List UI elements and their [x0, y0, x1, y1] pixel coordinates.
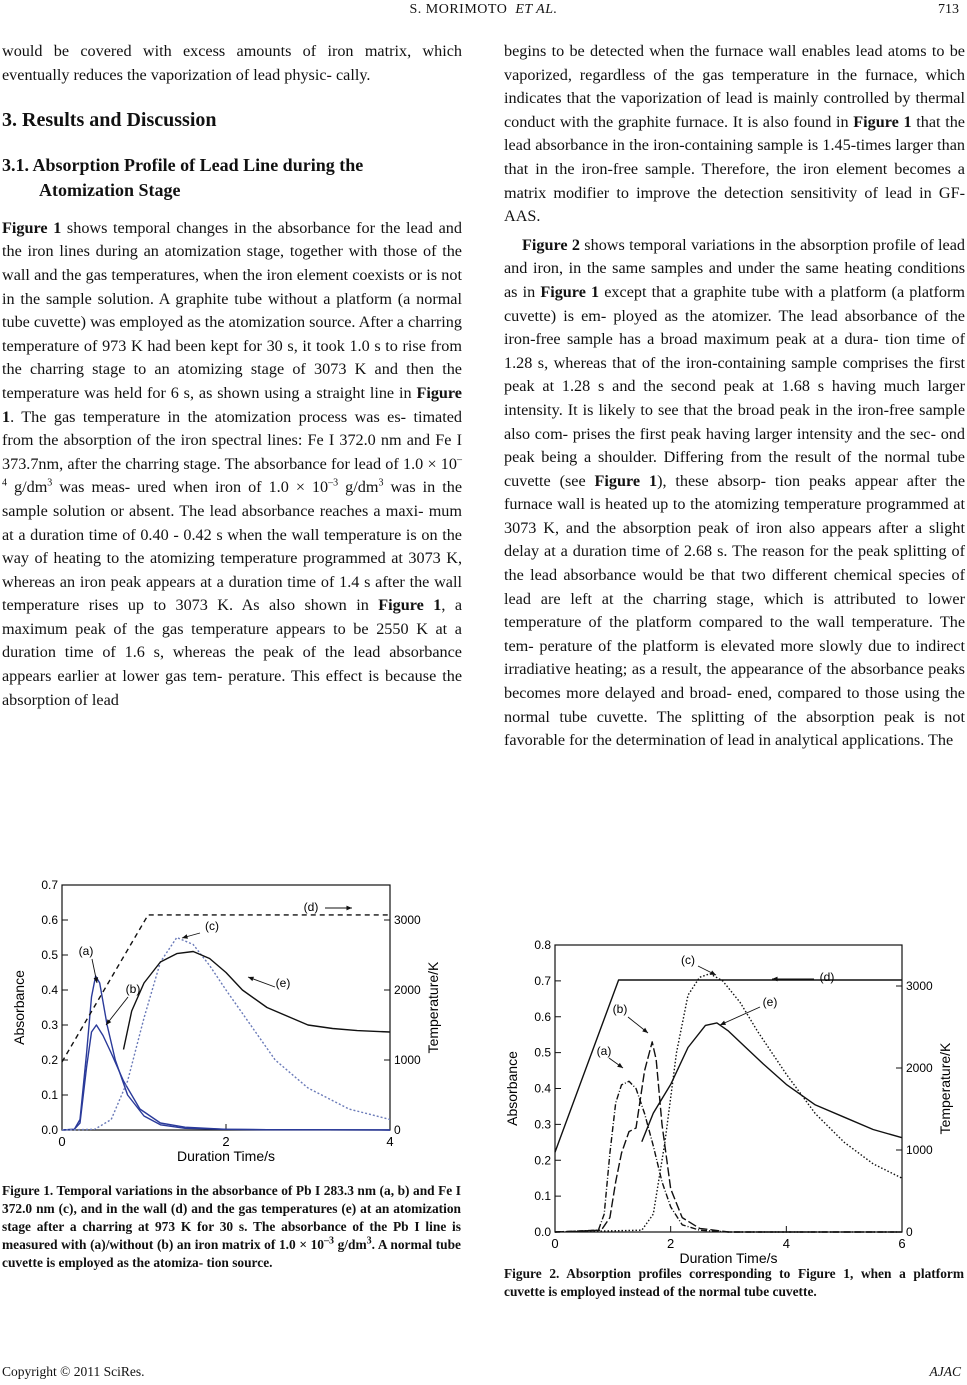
series-line-e	[642, 1023, 902, 1142]
series-line-c	[62, 938, 390, 1131]
figure-2-chart	[500, 935, 967, 1265]
y2-tick-label: 3000	[394, 913, 421, 927]
series-line-d	[555, 980, 902, 1152]
figure-2-caption: Figure 2. Absorption profiles corresponding to Figure 1, when a platform cuvette is employed instead of the normal tube cuvette.	[504, 1266, 964, 1299]
annotation-arrowhead	[248, 977, 254, 981]
annotation-label: (e)	[762, 995, 778, 1009]
running-header	[0, 2, 967, 22]
figure-ref[interactable]: Figure 1	[2, 383, 462, 426]
y-tick-label: 0.3	[534, 1117, 551, 1132]
x-axis-label: Duration Time/s	[679, 1250, 778, 1265]
text-run: , a maximum peak of the gas temperature appears to be 2550 K at a duration time of 1.6 s, whereas the peak of the lead absorbance appears earlier at lower gas tem- perature. This effect is because the absorption of lead	[2, 596, 463, 709]
y-tick-label: 0.8	[534, 938, 551, 952]
x-tick-label: 4	[782, 1236, 790, 1251]
y-tick-label: 0.1	[534, 1189, 551, 1204]
paragraph-figure2	[504, 234, 965, 753]
y-tick-label: 0.2	[41, 1053, 58, 1067]
journal-name: AJAC	[929, 1364, 961, 1379]
annotation-arrowhead	[182, 934, 188, 939]
subsection-heading-line1: 3.1. Absorption Profile of Lead Line during the	[2, 154, 364, 175]
figure-1-chart	[0, 875, 465, 1175]
annotation-label: (c)	[205, 919, 219, 933]
text-run: ), these absorp- tion peaks appear after the furnace wall is heated up to the atomizing temperature programmed at 3073 K, and the absorption peak of iron also appears after a slight delay at a duration time of 2.68 s. The reason for the peak splitting of the lead absorbance would be that two different chemical species of lead are left at the charring stage, which is attributed to lower temperature of the platform compared to the wall temperature. The tem- perature of the platform is elevated more slowly due to indirect irradiative heating; as a result, the appearance of the absorbance peaks becomes more delayed and broad- ened, compared to those using the normal tube cuvette. The splitting of the absorption peak is not favorable for the determination of lead in analytical applications. The	[504, 471, 966, 750]
y2-tick-label: 1000	[906, 1143, 933, 1157]
y-tick-label: 0.2	[534, 1153, 551, 1168]
figure-ref[interactable]: Figure 1	[2, 218, 62, 237]
text-run: except that a graphite tube with a platform (a platform cuvette) is em- ployed as the atomizer. The lead absorbance of the iron-free sample has a broad maximum peak at a dura- tion time of 1.28 s, whereas that of the iron-containing sample comprises the first peak at 1.28 s and the second peak at 1.68 s having much larger intensity. It is likely to see that the broad peak in the iron-free sample also com- prises the first peak having larger intensity and the sec- ond peak being a shoulder. Differing from the result of the normal tube cuvette (see	[504, 282, 965, 490]
text-run: shows temporal changes in the absorbance for the lead and the iron lines during an atomization stage, together with those of the wall and the gas temperatures, when the iron element coexists or is not in the sample solution. A graphite tube without a platform (a normal tube cuvette) was employed as the atomization source. After a charring temperature of 973 K had been kept for 30 s, it took 1.0 s to rise from the charring stage to an atomizing stage of 3073 K and then the temperature was held for 6 s, as shown using a straight line in	[2, 218, 462, 402]
right-column	[504, 40, 965, 753]
y-tick-label: 0.7	[534, 973, 551, 988]
caption-text: g/dm	[333, 1237, 367, 1252]
y-tick-label: 0.5	[41, 948, 58, 962]
y2-tick-label: 3000	[906, 979, 933, 993]
series-line-a	[555, 1081, 902, 1232]
annotation-arrowhead	[617, 1063, 623, 1068]
superscript: 3	[378, 477, 384, 489]
y2-tick-label: 0	[906, 1225, 913, 1239]
y-tick-label: 0.4	[534, 1081, 551, 1096]
x-tick-label: 4	[386, 1134, 394, 1149]
left-column	[2, 40, 462, 712]
y-tick-label: 0.0	[41, 1123, 58, 1137]
y-tick-label: 0.6	[41, 913, 58, 927]
paragraph-continuation	[504, 40, 965, 229]
y-tick-label: 0.7	[41, 878, 58, 892]
y-tick-label: 0.6	[534, 1009, 551, 1024]
y2-tick-label: 2000	[394, 983, 421, 997]
x-axis-label: Duration Time/s	[176, 1148, 276, 1164]
annotation-label: (b)	[612, 1002, 628, 1016]
annotation-label: (d)	[819, 970, 835, 984]
text-run: was meas- ured when iron of 1.0 × 10	[52, 478, 329, 497]
y-tick-label: 0.4	[41, 983, 58, 997]
x-tick-label: 0	[551, 1236, 559, 1251]
y-tick-label: 0.5	[534, 1045, 551, 1060]
y2-tick-label: 1000	[394, 1053, 421, 1067]
running-title	[0, 2, 967, 18]
caption-text: . A normal tube cuvette is employed as the atomiza- tion source.	[2, 1237, 461, 1270]
et-al: ET AL.	[515, 2, 558, 17]
series-line-b	[555, 1042, 902, 1232]
footer	[2, 1364, 965, 1380]
figure-ref[interactable]: Figure 1	[853, 112, 912, 131]
y-tick-label: 0.3	[41, 1018, 58, 1032]
text-run: . The gas temperature in the atomization process was es- timated from the absorption of the iron spectral lines: Fe I 372.0 nm and Fe I 373.7nm, after the charring stage. The absorbance for lead of 1.0 × 10	[2, 407, 462, 473]
section-heading: 3. Results and Discussion	[2, 109, 217, 132]
text-run: g/dm	[338, 478, 379, 497]
annotation-label: (a)	[596, 1044, 612, 1058]
figure-ref[interactable]: Figure 1	[594, 471, 658, 490]
x-tick-label: 2	[222, 1134, 230, 1149]
figure-1-caption	[2, 1182, 461, 1272]
caption-text: Figure 1. Temporal variations in the absorbance of Pb I 283.3 nm (a, b) and Fe I 372.0 nm (c), and in the wall (d) and the gas temperatures (e) at an atomization stage after a charring at 973 K for 30 s. The absorbance of the Pb I line is measured with (a)/without (b) an iron matrix of 1.0 × 10	[2, 1183, 461, 1252]
subsection-heading-line2: Atomization Stage	[39, 179, 181, 200]
y-tick-label: 0.0	[534, 1225, 551, 1239]
text-run: g/dm	[7, 478, 48, 497]
y-axis-label: Absorbance	[11, 970, 27, 1045]
y2-axis-label: Temperature/K	[425, 961, 441, 1054]
annotation-label: (e)	[275, 976, 291, 990]
y2-tick-label: 2000	[906, 1061, 933, 1075]
annotation-label: (d)	[303, 900, 319, 914]
x-tick-label: 6	[898, 1236, 906, 1251]
page-number: 713	[938, 2, 959, 17]
text-run: begins to be detected when the furnace wall enables lead atoms to be vaporized, regardless of the gas temperature in the furnace, which indicates that the vaporization of lead is mainly controlled by thermal conduct with the graphite furnace. It is also found in	[504, 42, 965, 131]
copyright: Copyright © 2011 SciRes.	[2, 1364, 145, 1379]
superscript: –3	[328, 477, 339, 489]
annotation-arrowhead	[346, 906, 352, 911]
figure-ref[interactable]: Figure 1	[540, 282, 600, 301]
superscript: –3	[323, 1235, 334, 1247]
paragraph-figure1	[2, 217, 462, 712]
superscript: 3	[366, 1235, 372, 1247]
y-axis-label: Absorbance	[504, 1051, 520, 1126]
author-name: S. MORIMOTO	[409, 2, 508, 17]
series-line-e	[124, 952, 391, 1050]
y2-axis-label: Temperature/K	[937, 1042, 953, 1135]
figure-ref[interactable]: Figure 1	[378, 596, 442, 615]
figure-ref[interactable]: Figure 2	[522, 235, 580, 254]
paragraph-continuation: would be covered with excess amounts of iron matrix, which eventually reduces the vaporization of lead physic- cally.	[2, 42, 462, 84]
text-run: that the lead absorbance in the iron-containing sample is 1.45-times larger than that in the iron-free sample. Therefore, the iron element becomes a matrix modifier to improve the detection sensitivity of lead in GF-AAS.	[504, 112, 965, 226]
annotation-arrow	[720, 1007, 760, 1025]
annotation-label: (a)	[78, 944, 94, 958]
y2-tick-label: 0	[394, 1123, 401, 1137]
y-tick-label: 0.1	[41, 1088, 58, 1102]
annotation-label: (c)	[681, 953, 695, 967]
text-run: was in the sample solution or absent. The lead absorbance reaches a maxi- mum at a duration time of 0.40 - 0.42 s when the wall temperature is on the way of heating to the atomizing temperature programmed at 3073 K, whereas an iron peak appears at a duration time of 1.4 s after the wall temperature rises up to 3073 K. As also shown in	[2, 478, 463, 615]
plot-frame	[62, 885, 390, 1130]
superscript: –4	[2, 454, 462, 489]
x-tick-label: 2	[667, 1236, 675, 1251]
superscript: 3	[47, 477, 53, 489]
text-run: shows temporal variations in the absorption profile of lead and iron, in the same samples and under the same heating conditions as in	[504, 235, 965, 301]
annotation-label: (b)	[125, 982, 141, 996]
x-tick-label: 0	[58, 1134, 66, 1149]
subsection-heading	[2, 153, 462, 203]
